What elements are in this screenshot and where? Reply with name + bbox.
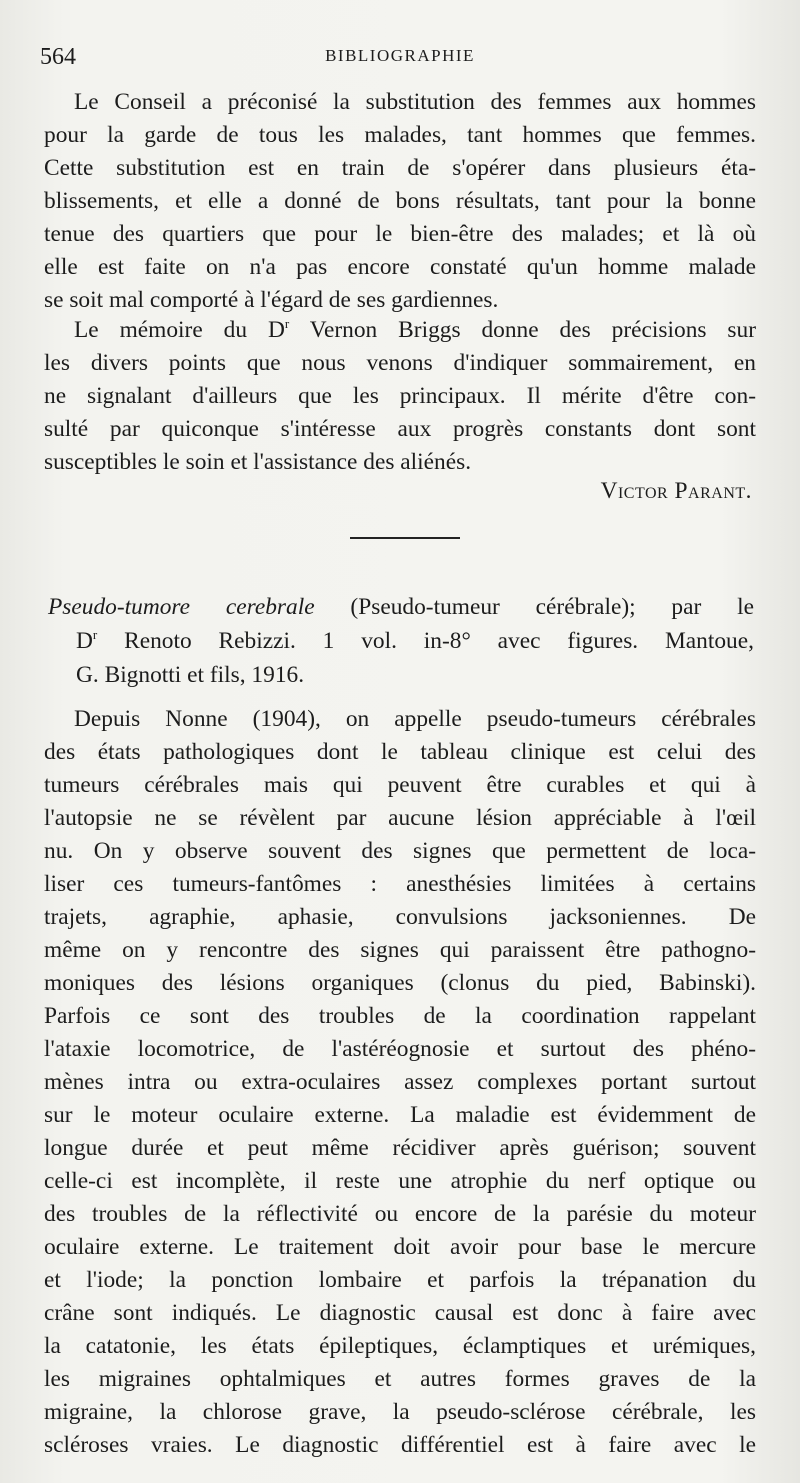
page-header: [40, 40, 760, 76]
text-line: Cette substitution est en train de s'opérer dans plusieurs éta-: [44, 155, 756, 181]
text-line: elle est faite on n'a pas encore constaté qu'un homme malade: [44, 254, 756, 280]
text-line: crâne sont indiqués. Le diagnostic causal est donc à faire avec: [44, 1300, 756, 1326]
text-line: tumeurs cérébrales mais qui peuvent être curables et qui à: [44, 772, 756, 798]
citation-line: G. Bignotti et fils, 1916.: [76, 662, 305, 688]
text-line: longue durée et peut même récidiver après guérison; souvent: [44, 1135, 756, 1161]
text-line: nu. On y observe souvent des signes que permettent de loca-: [44, 838, 756, 864]
text-line: sur le moteur oculaire externe. La maladie est évidemment de: [44, 1102, 756, 1128]
text-line: se soit mal comporté à l'égard de ses gardiennes.: [44, 287, 499, 313]
text-line: Depuis Nonne (1904), on appelle pseudo-tumeurs cérébrales: [74, 706, 756, 732]
paragraph-council: [44, 86, 756, 317]
text-line: et l'iode; la ponction lombaire et parfois la trépanation du: [44, 1267, 756, 1293]
text-line: l'ataxie locomotrice, de l'astéréognosie et surtout des phéno-: [44, 1036, 756, 1062]
text-line: les migraines ophtalmiques et autres formes graves de la: [44, 1366, 756, 1392]
text-line: scléroses vraies. Le diagnostic différentiel est à faire avec le: [44, 1432, 756, 1458]
text-line: mènes intra ou extra-oculaires assez complexes portant surtout: [44, 1069, 756, 1095]
text-line: susceptibles le soin et l'assistance des aliénés.: [44, 449, 472, 475]
text-line: même on y rencontre des signes qui paraissent être pathogno-: [44, 937, 756, 963]
author-signature: Victor Parant.: [600, 478, 752, 504]
citation-line: [48, 590, 754, 624]
superscript: r: [92, 627, 98, 643]
section-divider: [350, 537, 460, 539]
text-line: trajets, agraphie, aphasie, convulsions jacksoniennes. De: [44, 904, 756, 930]
text-line: oculaire externe. Le traitement doit avoir pour base le mercure: [44, 1234, 756, 1260]
text-line: liser ces tumeurs-fantômes : anesthésies limitées à certains: [44, 871, 756, 897]
text-line: Parfois ce sont des troubles de la coordination rappelant: [44, 1003, 756, 1029]
book-title: Pseudo-tumore cerebrale: [48, 594, 315, 620]
text-line: des troubles de la réflectivité ou encore de la parésie du moteur: [44, 1201, 756, 1227]
text-fragment: Vernon Briggs donne des précisions sur: [289, 317, 757, 343]
text-line: migraine, la chlorose grave, la pseudo-sclérose cérébrale, les: [44, 1399, 756, 1425]
text-line: des états pathologiques dont le tableau clinique est celui des: [44, 739, 756, 765]
text-fragment: Le mémoire du D: [74, 317, 285, 343]
text-line: [44, 314, 756, 347]
bibliographic-citation: [48, 590, 754, 692]
text-line: pour la garde de tous les malades, tant hommes que femmes.: [44, 122, 756, 148]
text-line: les divers points que nous venons d'indiquer sommairement, en: [44, 350, 756, 376]
text-line: blissements, et elle a donné de bons résultats, tant pour la bonne: [44, 188, 756, 214]
paragraph-review: [44, 703, 756, 1462]
citation-line: [48, 624, 754, 658]
text-line: celle-ci est incomplète, il reste une atrophie du nerf optique ou: [44, 1168, 756, 1194]
text-fragment: Renoto Rebizzi. 1 vol. in-8° avec figures. Mantoue,: [97, 628, 754, 654]
text-line: tenue des quartiers que pour le bien-être des malades; et là où: [44, 221, 756, 247]
text-fragment: D: [76, 628, 93, 654]
page-number: 564: [40, 44, 76, 70]
superscript: r: [284, 316, 290, 332]
running-head: BIBLIOGRAPHIE: [325, 46, 475, 65]
text-line: Le Conseil a préconisé la substitution des femmes aux hommes: [74, 89, 756, 115]
paragraph-memoir: [44, 314, 756, 479]
text-line: l'autopsie ne se révèlent par aucune lésion appréciable à l'œil: [44, 805, 756, 831]
text-line: sulté par quiconque s'intéresse aux progrès constants dont sont: [44, 416, 756, 442]
text-line: moniques des lésions organiques (clonus du pied, Babinski).: [44, 970, 756, 996]
text-line: ne signalant d'ailleurs que les principaux. Il mérite d'être con-: [44, 383, 756, 409]
text-fragment: (Pseudo-tumeur cérébrale); par le: [314, 594, 754, 620]
text-line: la catatonie, les états épileptiques, éclamptiques et urémiques,: [44, 1333, 756, 1359]
